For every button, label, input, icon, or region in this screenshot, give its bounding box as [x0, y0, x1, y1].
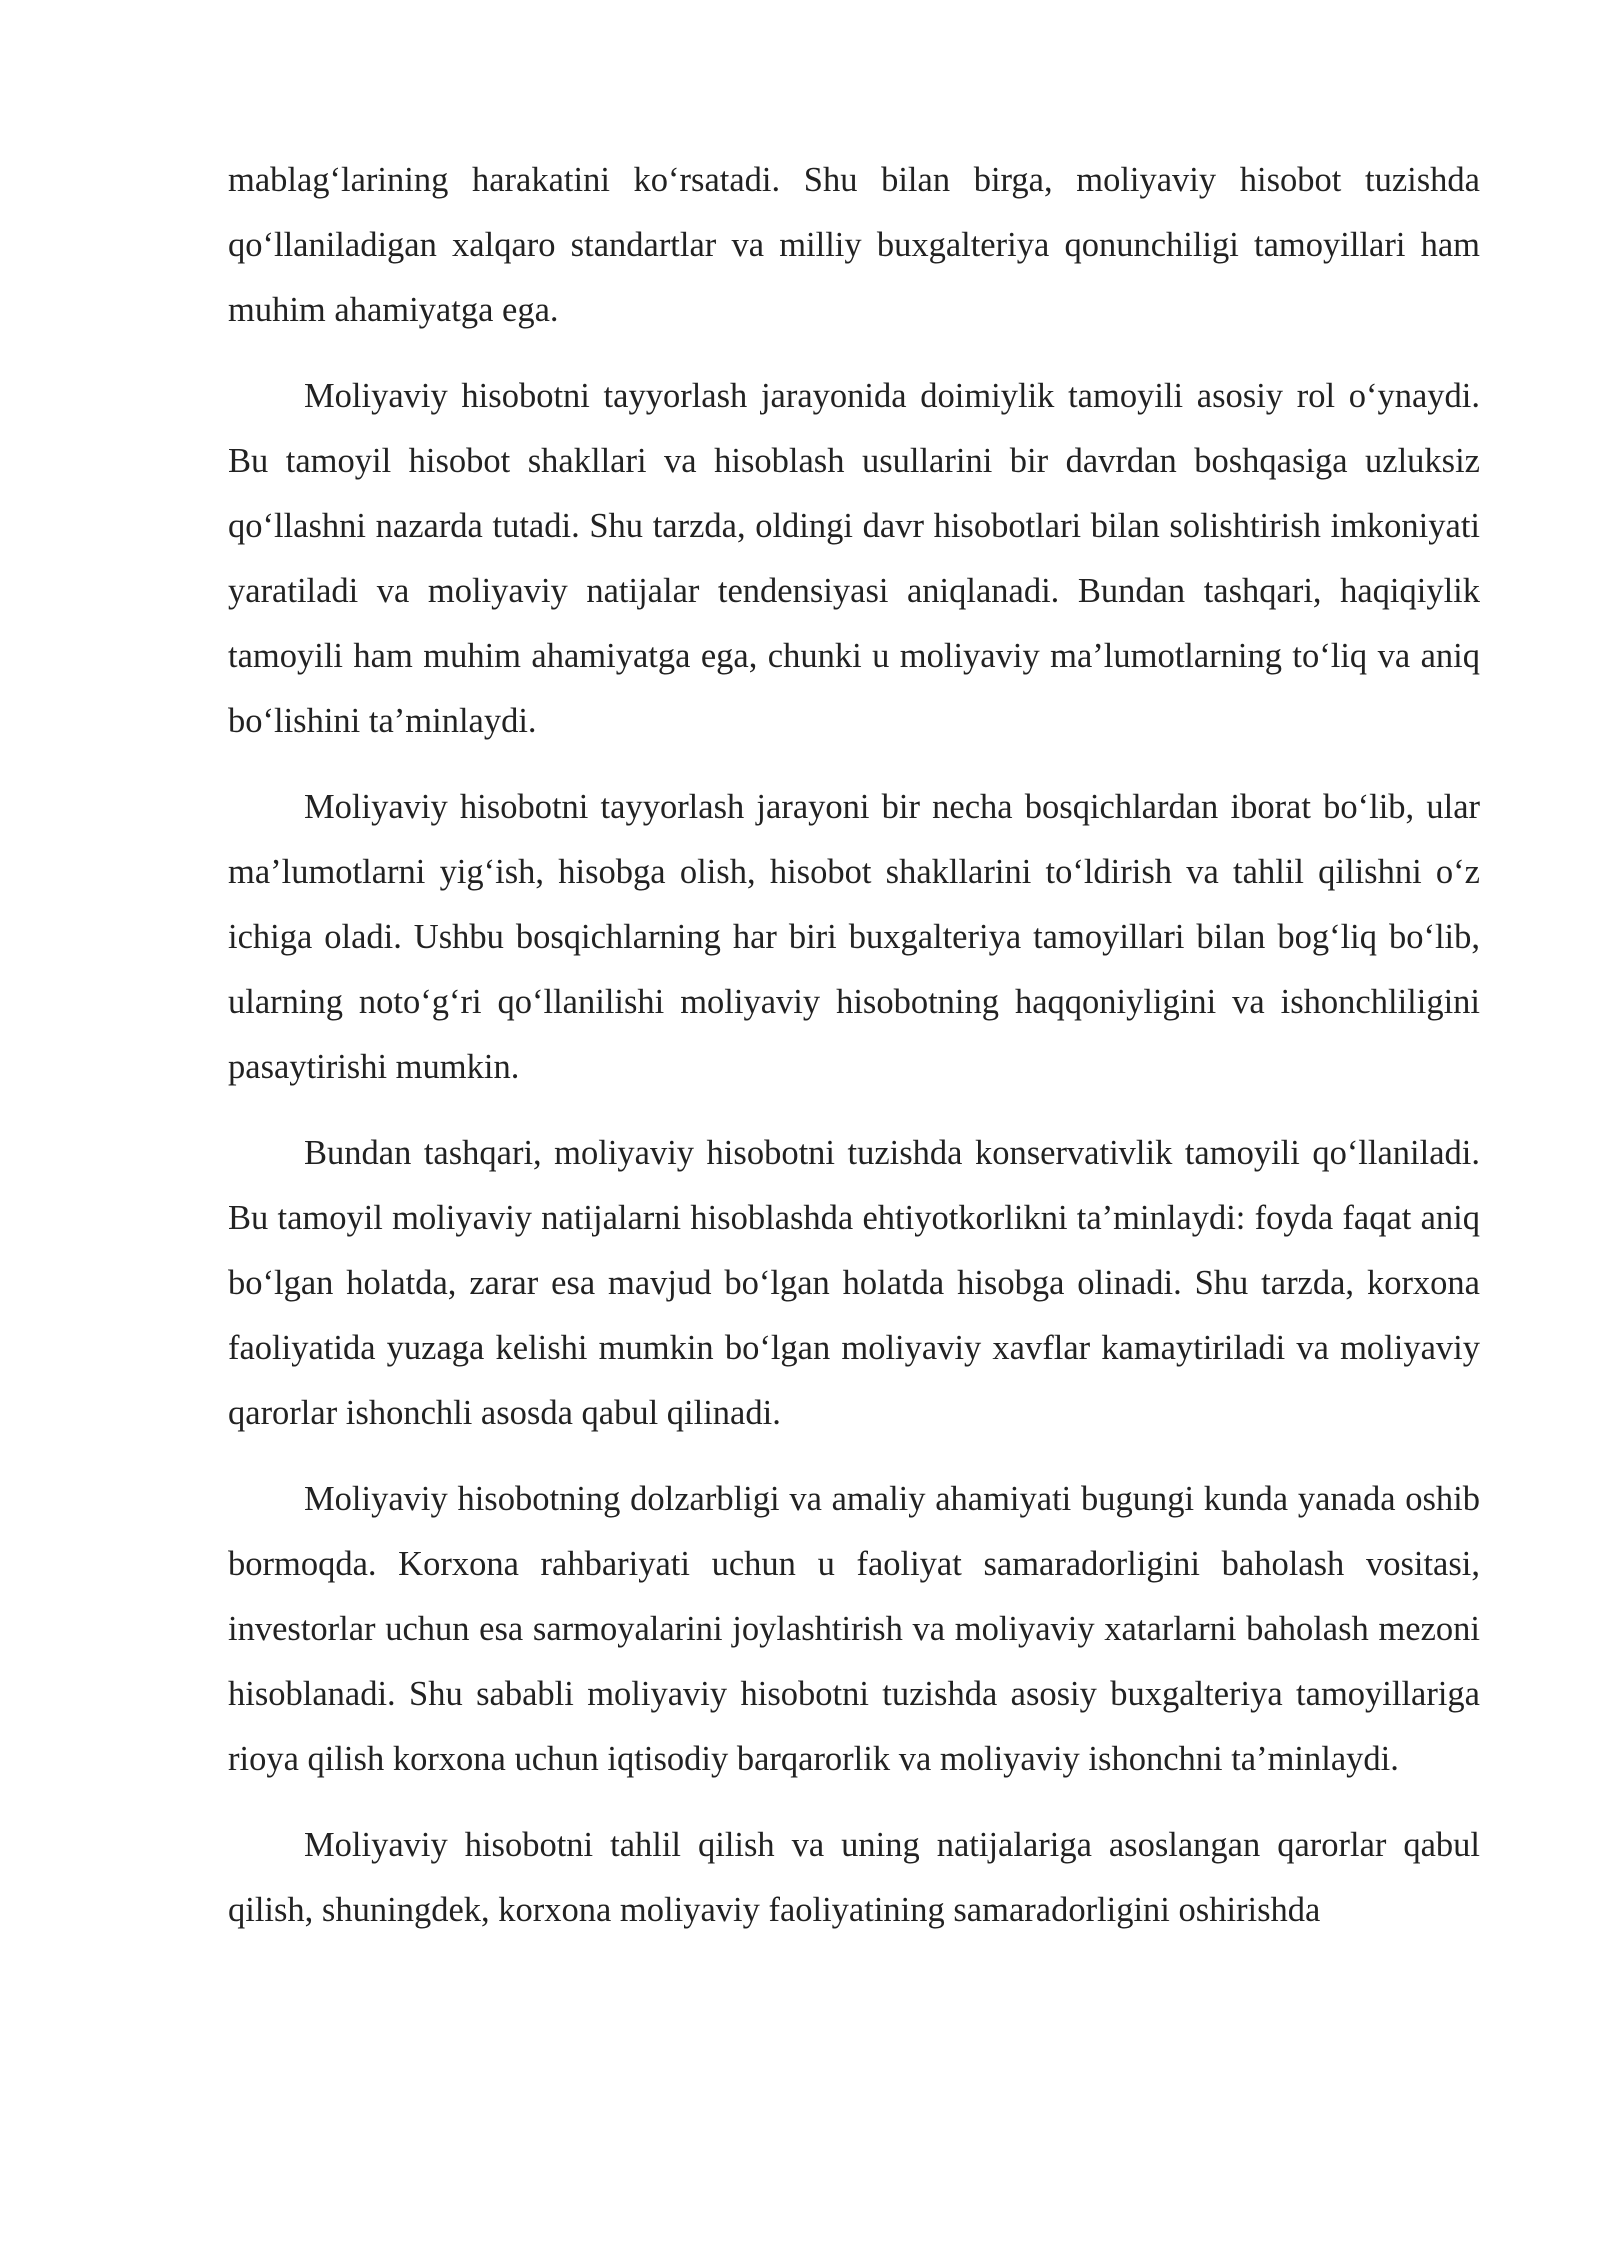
- paragraph-relevance: Moliyaviy hisobotning dolzarbligi va amaliy ahamiyati bugungi kunda yanada oshib bormoqda. Korxona rahbariyati uchun u faoliyat samaradorligini baholash vositasi, investorlar uchun esa sarmoyalarini joylashtirish va moliyaviy xatarlarni baholash mezoni hisoblanadi. Shu sababli moliyaviy hisobotni tuzishda asosiy buxgalteriya tamoyillariga rioya qilish korxona uchun iqtisodiy barqarorlik va moliyaviy ishonchni ta’minlaydi.: [228, 1480, 1480, 1778]
- paragraph-consistency-principle: Moliyaviy hisobotni tayyorlash jarayonida doimiylik tamoyili asosiy rol o‘ynaydi. Bu tamoyil hisobot shakllari va hisoblash usullarini bir davrdan boshqasiga uzluksiz qo‘llashni nazarda tutadi. Shu tarzda, oldingi davr hisobotlari bilan solishtirish imkoniyati yaratiladi va moliyaviy natijalar tendensiyasi aniqlanadi. Bundan tashqari, haqiqiylik tamoyili ham muhim ahamiyatga ega, chunki u moliyaviy ma’lumotlarning to‘liq va aniq bo‘lishini ta’minlaydi.: [228, 377, 1480, 740]
- paragraph-preparation-stages: Moliyaviy hisobotni tayyorlash jarayoni bir necha bosqichlardan iborat bo‘lib, ular ma’lumotlarni yig‘ish, hisobga olish, hisobot shakllarini to‘ldirish va tahlil qilishni o‘z ichiga oladi. Ushbu bosqichlarning har biri buxgalteriya tamoyillari bilan bog‘liq bo‘lib, ularning noto‘g‘ri qo‘llanilishi moliyaviy hisobotning haqqoniyligini va ishonchliligini pasaytirishi mumkin.: [228, 788, 1480, 1086]
- document-body: [228, 148, 1480, 1964]
- paragraph-analysis: Moliyaviy hisobotni tahlil qilish va uning natijalariga asoslangan qarorlar qabul qilish, shuningdek, korxona moliyaviy faoliyatining samaradorligini oshirishda: [228, 1826, 1480, 1929]
- paragraph-continuation: mablag‘larining harakatini ko‘rsatadi. Shu bilan birga, moliyaviy hisobot tuzishda qo‘llaniladigan xalqaro standartlar va milliy buxgalteriya qonunchiligi tamoyillari ham muhim ahamiyatga ega.: [228, 161, 1480, 329]
- paragraph-conservatism-principle: Bundan tashqari, moliyaviy hisobotni tuzishda konservativlik tamoyili qo‘llaniladi. Bu tamoyil moliyaviy natijalarni hisoblashda ehtiyotkorlikni ta’minlaydi: foyda faqat aniq bo‘lgan holatda, zarar esa mavjud bo‘lgan holatda hisobga olinadi. Shu tarzda, korxona faoliyatida yuzaga kelishi mumkin bo‘lgan moliyaviy xavflar kamaytiriladi va moliyaviy qarorlar ishonchli asosda qabul qilinadi.: [228, 1134, 1480, 1432]
